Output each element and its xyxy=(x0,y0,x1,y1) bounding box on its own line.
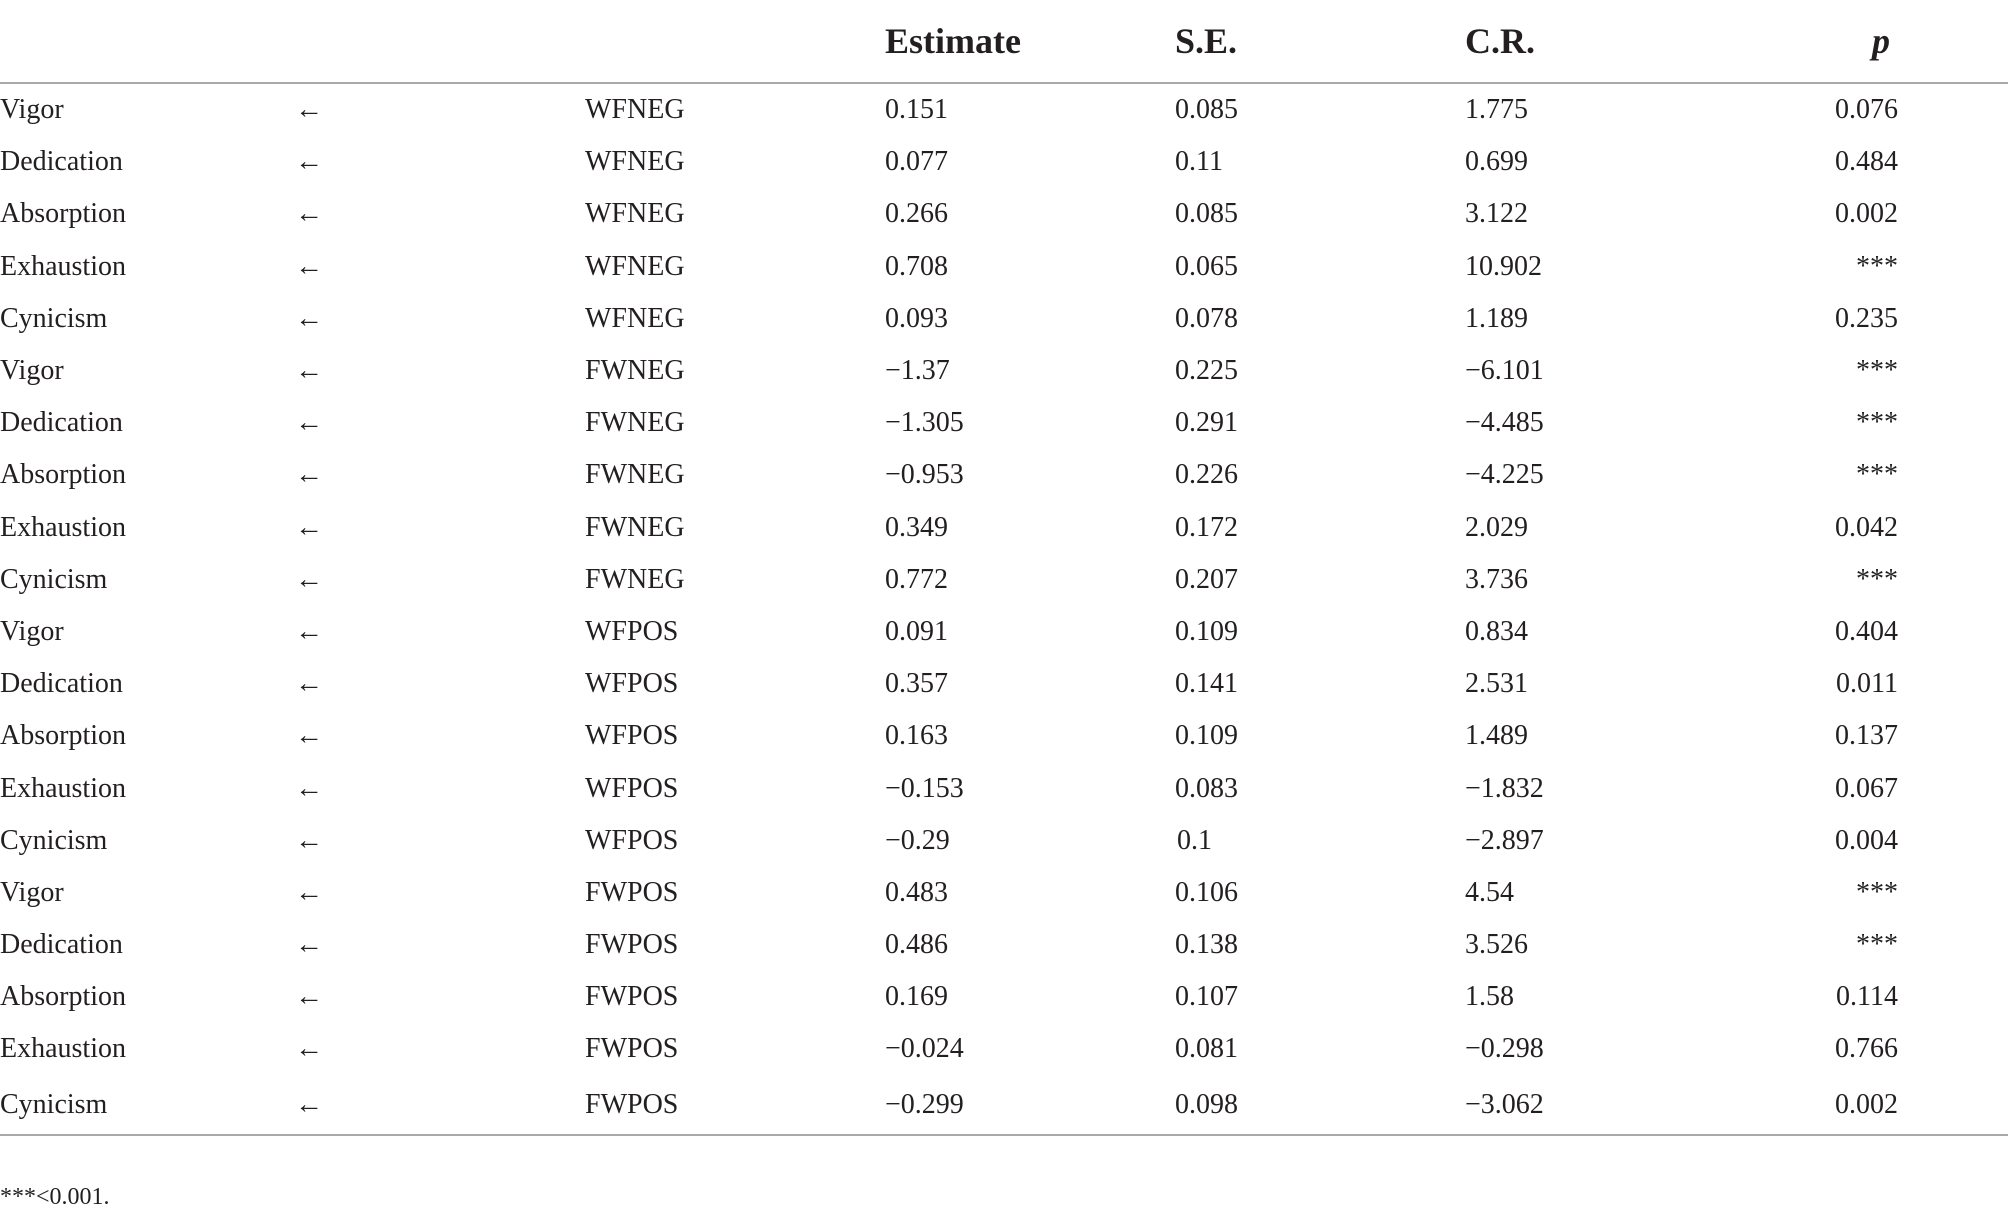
cell-p: *** xyxy=(1856,407,1898,439)
cell-arrow: ← xyxy=(295,302,323,334)
cell-se: 0.138 xyxy=(1175,929,1238,961)
cell-cr: 1.189 xyxy=(1465,302,1528,334)
cell-dependent: Vigor xyxy=(0,615,64,647)
table-row xyxy=(0,293,2008,345)
cell-dependent: Exhaustion xyxy=(0,511,126,543)
cell-p: 0.137 xyxy=(1835,720,1898,752)
cell-se: 0.141 xyxy=(1175,668,1238,700)
cell-se: 0.085 xyxy=(1175,94,1238,126)
cell-arrow: ← xyxy=(295,511,323,543)
cell-cr: 10.902 xyxy=(1465,250,1542,282)
table-row xyxy=(0,502,2008,554)
cell-arrow: ← xyxy=(295,1076,585,1135)
cell-dependent: Vigor xyxy=(0,94,64,126)
cell-se: 0.085 xyxy=(1175,198,1238,230)
cell-independent: FWNEG xyxy=(585,511,685,543)
cell-cr: 0.699 xyxy=(1465,146,1528,178)
header-se: S.E. xyxy=(1175,0,1465,83)
cell-estimate: −0.953 xyxy=(885,459,964,491)
table-row xyxy=(0,658,2008,710)
table-row xyxy=(0,188,2008,240)
cell-dependent: Exhaustion xyxy=(0,772,126,804)
table-row xyxy=(0,815,2008,867)
cell-se: 0.107 xyxy=(1175,981,1238,1013)
cell-cr: 3.526 xyxy=(1465,929,1528,961)
cell-estimate: 0.349 xyxy=(885,511,948,543)
cell-p: *** xyxy=(1856,876,1898,908)
cell-dependent: Vigor xyxy=(0,355,64,387)
cell-dependent: Cynicism xyxy=(0,563,108,595)
table-row xyxy=(0,241,2008,293)
cell-estimate: −1.37 xyxy=(885,355,950,387)
table-row xyxy=(0,345,2008,397)
cell-arrow: ← xyxy=(295,876,323,908)
table-row xyxy=(0,710,2008,762)
cell-cr: −1.832 xyxy=(1465,772,1544,804)
cell-estimate: −1.305 xyxy=(885,407,964,439)
cell-independent: WFNEG xyxy=(585,198,685,230)
cell-independent: WFNEG xyxy=(585,250,685,282)
cell-cr: −4.225 xyxy=(1465,459,1544,491)
table-row xyxy=(0,1076,2008,1135)
cell-estimate: 0.266 xyxy=(885,198,948,230)
cell-estimate: 0.772 xyxy=(885,563,948,595)
cell-p: *** xyxy=(1856,459,1898,491)
cell-estimate: 0.483 xyxy=(885,876,948,908)
cell-independent: FWPOS xyxy=(585,929,679,961)
cell-independent: FWPOS xyxy=(585,981,679,1013)
table-row xyxy=(0,762,2008,814)
cell-estimate: 0.091 xyxy=(885,615,948,647)
cell-independent: FWPOS xyxy=(585,1076,885,1135)
cell-cr: 3.122 xyxy=(1465,198,1528,230)
cell-p: 0.484 xyxy=(1835,146,1898,178)
cell-se: 0.172 xyxy=(1175,511,1238,543)
cell-independent: WFPOS xyxy=(585,772,679,804)
cell-arrow: ← xyxy=(295,1033,323,1065)
cell-independent: WFPOS xyxy=(585,668,679,700)
cell-se: 0.081 xyxy=(1175,1033,1238,1065)
table-body xyxy=(0,83,2008,1135)
cell-cr: −4.485 xyxy=(1465,407,1544,439)
cell-se: 0.098 xyxy=(1175,1076,1465,1135)
cell-independent: FWNEG xyxy=(585,459,685,491)
cell-arrow: ← xyxy=(295,198,323,230)
cell-se: 0.1 xyxy=(1177,824,1212,856)
cell-p: 0.002 xyxy=(1765,1076,2008,1135)
cell-se: 0.225 xyxy=(1175,355,1238,387)
cell-arrow: ← xyxy=(295,563,323,595)
header-estimate: Estimate xyxy=(885,0,1175,83)
table-row xyxy=(0,554,2008,606)
cell-se: 0.207 xyxy=(1175,563,1238,595)
header-arrow xyxy=(295,0,585,83)
cell-cr: 0.834 xyxy=(1465,615,1528,647)
cell-independent: WFPOS xyxy=(585,824,679,856)
cell-estimate: −0.024 xyxy=(885,1033,964,1065)
cell-cr: 3.736 xyxy=(1465,563,1528,595)
cell-independent: WFPOS xyxy=(585,615,679,647)
cell-cr: 1.58 xyxy=(1465,981,1514,1013)
cell-dependent: Cynicism xyxy=(0,1076,295,1135)
cell-arrow: ← xyxy=(295,146,323,178)
cell-cr: 2.531 xyxy=(1465,668,1528,700)
cell-cr: 1.775 xyxy=(1465,94,1528,126)
table-row xyxy=(0,606,2008,658)
cell-p: 0.404 xyxy=(1835,615,1898,647)
cell-cr: 1.489 xyxy=(1465,720,1528,752)
cell-cr: −0.298 xyxy=(1465,1033,1544,1065)
table-row xyxy=(0,919,2008,971)
cell-arrow: ← xyxy=(295,981,323,1013)
cell-dependent: Cynicism xyxy=(0,824,108,856)
cell-independent: WFNEG xyxy=(585,94,685,126)
cell-arrow: ← xyxy=(295,615,323,647)
cell-arrow: ← xyxy=(295,250,323,282)
cell-estimate: 0.486 xyxy=(885,929,948,961)
cell-p: 0.114 xyxy=(1836,981,1898,1013)
cell-se: 0.078 xyxy=(1175,302,1238,334)
table-row xyxy=(0,449,2008,501)
cell-arrow: ← xyxy=(295,824,323,856)
cell-se: 0.106 xyxy=(1175,876,1238,908)
cell-cr: −3.062 xyxy=(1465,1076,1765,1135)
cell-p: 0.235 xyxy=(1835,302,1898,334)
header-cr: C.R. xyxy=(1465,0,1765,83)
cell-dependent: Dedication xyxy=(0,146,123,178)
cell-arrow: ← xyxy=(295,668,323,700)
cell-arrow: ← xyxy=(295,94,323,126)
cell-dependent: Exhaustion xyxy=(0,1033,126,1065)
header-p: p xyxy=(1765,0,2008,83)
cell-dependent: Dedication xyxy=(0,407,123,439)
cell-arrow: ← xyxy=(295,929,323,961)
table-row xyxy=(0,867,2008,919)
cell-dependent: Dedication xyxy=(0,668,123,700)
cell-independent: FWNEG xyxy=(585,355,685,387)
cell-dependent: Absorption xyxy=(0,459,126,491)
cell-estimate: 0.169 xyxy=(885,981,948,1013)
cell-estimate: −0.29 xyxy=(885,824,950,856)
cell-arrow: ← xyxy=(295,355,323,387)
cell-independent: FWNEG xyxy=(585,407,685,439)
cell-p: *** xyxy=(1856,355,1898,387)
cell-dependent: Exhaustion xyxy=(0,250,126,282)
cell-independent: FWPOS xyxy=(585,1033,679,1065)
cell-se: 0.109 xyxy=(1175,720,1238,752)
cell-se: 0.065 xyxy=(1175,250,1238,282)
cell-p: 0.042 xyxy=(1835,511,1898,543)
table-header-row xyxy=(0,0,2008,83)
table-footnote: ***<0.001. xyxy=(0,1184,110,1210)
cell-estimate: 0.163 xyxy=(885,720,948,752)
cell-p: 0.766 xyxy=(1835,1033,1898,1065)
cell-estimate: 0.151 xyxy=(885,94,948,126)
cell-p: 0.067 xyxy=(1835,772,1898,804)
cell-se: 0.083 xyxy=(1175,772,1238,804)
cell-cr: −6.101 xyxy=(1465,355,1544,387)
cell-estimate: 0.093 xyxy=(885,302,948,334)
table-row xyxy=(0,83,2008,136)
cell-dependent: Dedication xyxy=(0,929,123,961)
cell-se: 0.11 xyxy=(1175,146,1223,178)
cell-estimate: −0.153 xyxy=(885,772,964,804)
cell-estimate: 0.077 xyxy=(885,146,948,178)
cell-dependent: Absorption xyxy=(0,198,126,230)
cell-independent: WFPOS xyxy=(585,720,679,752)
cell-arrow: ← xyxy=(295,772,323,804)
cell-p: 0.002 xyxy=(1835,198,1898,230)
cell-dependent: Absorption xyxy=(0,981,126,1013)
cell-independent: WFNEG xyxy=(585,146,685,178)
cell-dependent: Vigor xyxy=(0,876,64,908)
table-row xyxy=(0,971,2008,1023)
cell-cr: 4.54 xyxy=(1465,876,1514,908)
cell-cr: 2.029 xyxy=(1465,511,1528,543)
table-row xyxy=(0,136,2008,188)
cell-cr: −2.897 xyxy=(1465,824,1544,856)
cell-p: 0.004 xyxy=(1835,824,1898,856)
header-independent xyxy=(585,0,885,83)
cell-estimate: 0.357 xyxy=(885,668,948,700)
cell-se: 0.226 xyxy=(1175,459,1238,491)
cell-p: *** xyxy=(1856,929,1898,961)
cell-p: 0.076 xyxy=(1835,94,1898,126)
cell-p: *** xyxy=(1856,563,1898,595)
cell-dependent: Cynicism xyxy=(0,302,108,334)
cell-dependent: Absorption xyxy=(0,720,126,752)
cell-arrow: ← xyxy=(295,407,323,439)
cell-independent: FWNEG xyxy=(585,563,685,595)
cell-arrow: ← xyxy=(295,459,323,491)
cell-p: 0.011 xyxy=(1836,668,1898,700)
cell-estimate: −0.299 xyxy=(885,1076,1175,1135)
header-dependent xyxy=(0,0,295,83)
cell-estimate: 0.708 xyxy=(885,250,948,282)
cell-independent: FWPOS xyxy=(585,876,679,908)
cell-se: 0.109 xyxy=(1175,615,1238,647)
cell-p: *** xyxy=(1856,250,1898,282)
cell-arrow: ← xyxy=(295,720,323,752)
cell-independent: WFNEG xyxy=(585,302,685,334)
table-row xyxy=(0,397,2008,449)
cell-se: 0.291 xyxy=(1175,407,1238,439)
table-row xyxy=(0,1023,2008,1075)
